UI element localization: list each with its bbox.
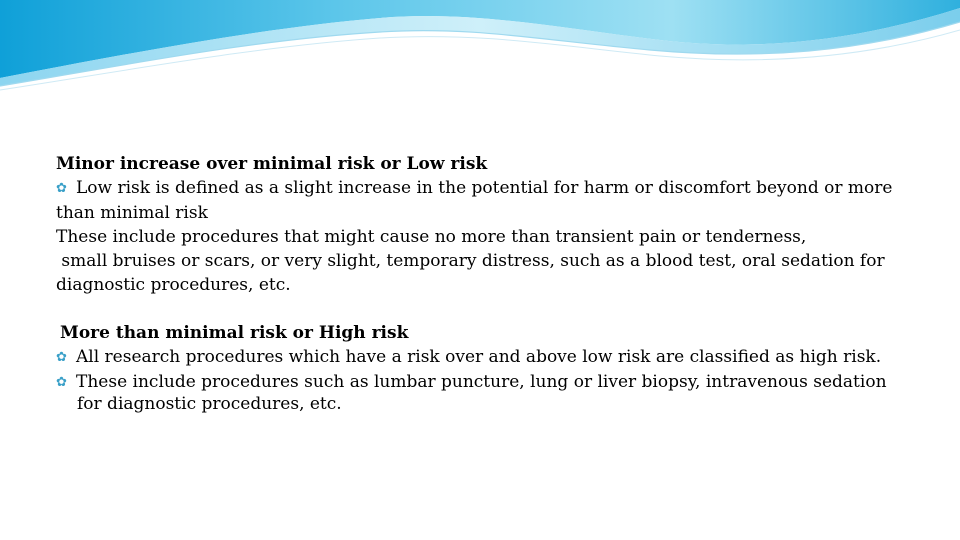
high-risk-bullet-2-cont [56, 395, 906, 413]
low-risk-line-4: small bruises or scars, or very slight, temporary distress, such as a blood test, oral sedation for [56, 251, 885, 271]
low-risk-line-3: These include procedures that might cause no more than transient pain or tenderness, [56, 227, 807, 247]
high-risk-examples-line-2: for diagnostic procedures, etc. [77, 394, 342, 414]
low-risk-line-5: diagnostic procedures, etc. [56, 275, 291, 295]
high-risk-heading: More than minimal risk or High risk [60, 323, 409, 343]
high-risk-bullet-2 [56, 370, 906, 395]
flower-bullet-icon: ✿ [56, 375, 67, 390]
high-risk-examples-line-1: These include procedures such as lumbar puncture, lung or liver biopsy, intravenous sedation [76, 372, 887, 392]
low-risk-heading: Minor increase over minimal risk or Low risk [56, 154, 488, 174]
low-risk-definition: Low risk is defined as a slight increase in the potential for harm or discomfort beyond or more [76, 178, 893, 198]
low-risk-line-2: than minimal risk [56, 203, 208, 223]
flower-bullet-icon: ✿ [56, 181, 67, 196]
slide-body [56, 152, 906, 413]
header-wave-decoration [0, 0, 960, 95]
high-risk-definition: All research procedures which have a risk over and above low risk are classified as high risk. [76, 347, 882, 367]
section-gap [56, 297, 906, 321]
high-risk-bullet-1 [56, 345, 906, 370]
low-risk-bullet-line [56, 176, 906, 201]
flower-bullet-icon: ✿ [56, 350, 67, 365]
